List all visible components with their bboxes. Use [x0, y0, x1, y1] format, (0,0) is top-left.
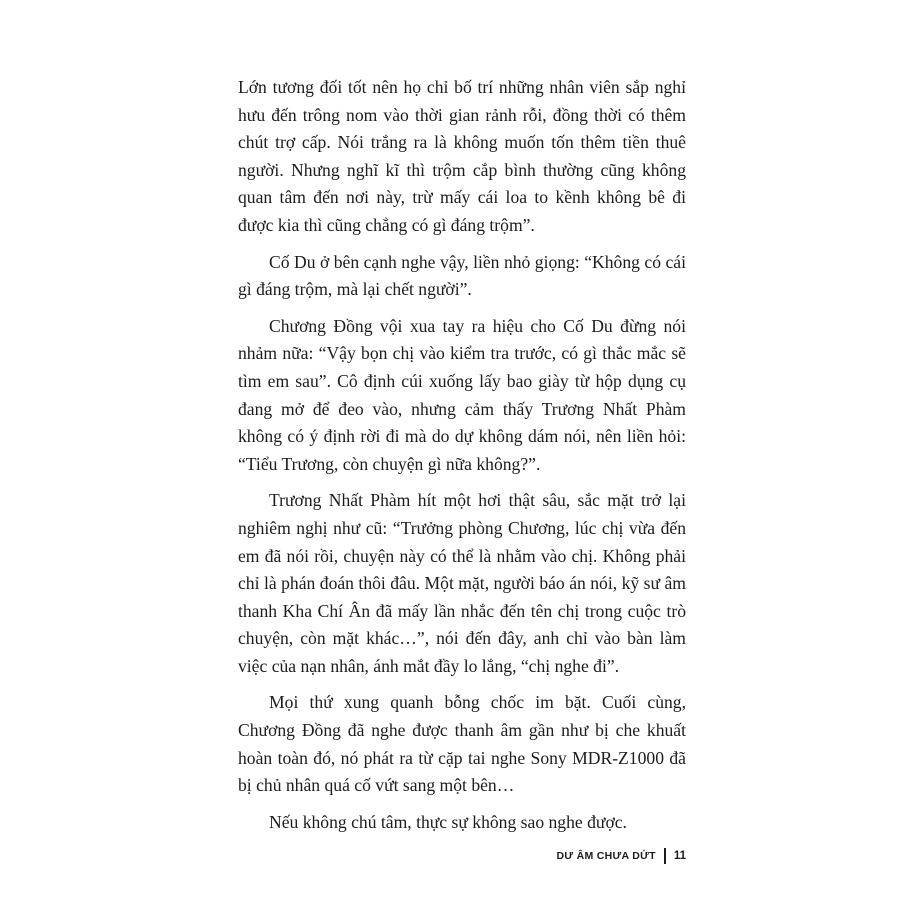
paragraph-4: Trương Nhất Phàm hít một hơi thật sâu, sắc mặt trở lại nghiêm nghị như cũ: “Trưởng phòng Chương, lúc chị vừa đến em đã nói rồi, chuyện này có thể là nhằm vào chị. Không phải chỉ là phán đoán thôi đâu. Một mặt, người báo án nói, kỹ sư âm thanh Kha Chí Ân đã mấy lần nhắc đến tên chị trong cuộc trò chuyện, còn mặt khác…”, nói đến đây, anh chỉ vào bàn làm việc của nạn nhân, ánh mắt đầy lo lắng, “chị nghe đi”.	[238, 490, 686, 676]
paragraph-5: Mọi thứ xung quanh bỗng chốc im bặt. Cuối cùng, Chương Đồng đã nghe được thanh âm gần như bị che khuất hoàn toàn đó, nó phát ra từ cặp tai nghe Sony MDR-Z1000 đã bị chủ nhân quá cố vứt sang một bên…	[238, 692, 686, 796]
paragraph-3: Chương Đồng vội xua tay ra hiệu cho Cố Du đừng nói nhảm nữa: “Vậy bọn chị vào kiểm tra trước, có gì thắc mắc sẽ tìm em sau”. Cô định cúi xuống lấy bao giày từ hộp dụng cụ đang mở để đeo vào, nhưng cảm thấy Trương Nhất Phàm không có ý định rời đi mà do dự không dám nói, nên liền hỏi: “Tiểu Trương, còn chuyện gì nữa không?”.	[238, 315, 686, 474]
page-footer	[556, 848, 686, 864]
paragraph-6: Nếu không chú tâm, thực sự không sao nghe được.	[269, 811, 627, 832]
paragraph-1: Lớn tương đối tốt nên họ chỉ bố trí những nhân viên sắp nghỉ hưu đến trông nom vào thời gian rảnh rỗi, đồng thời có thêm chút trợ cấp. Nói trắng ra là không muốn tốn thêm tiền thuê người. Nhưng nghĩ kĩ thì trộm cắp bình thường cũng không quan tâm đến nơi này, trừ mấy cái loa to kềnh không bê đi được kia thì cũng chẳng có gì đáng trộm”.	[238, 77, 686, 235]
paragraph-2: Cố Du ở bên cạnh nghe vậy, liền nhỏ giọng: “Không có cái gì đáng trộm, mà lại chết người”.	[238, 251, 686, 300]
running-title: DƯ ÂM CHƯA DỨT	[556, 850, 656, 862]
page-number: 11	[673, 850, 686, 862]
footer-divider	[664, 848, 666, 864]
body-text	[238, 74, 686, 845]
